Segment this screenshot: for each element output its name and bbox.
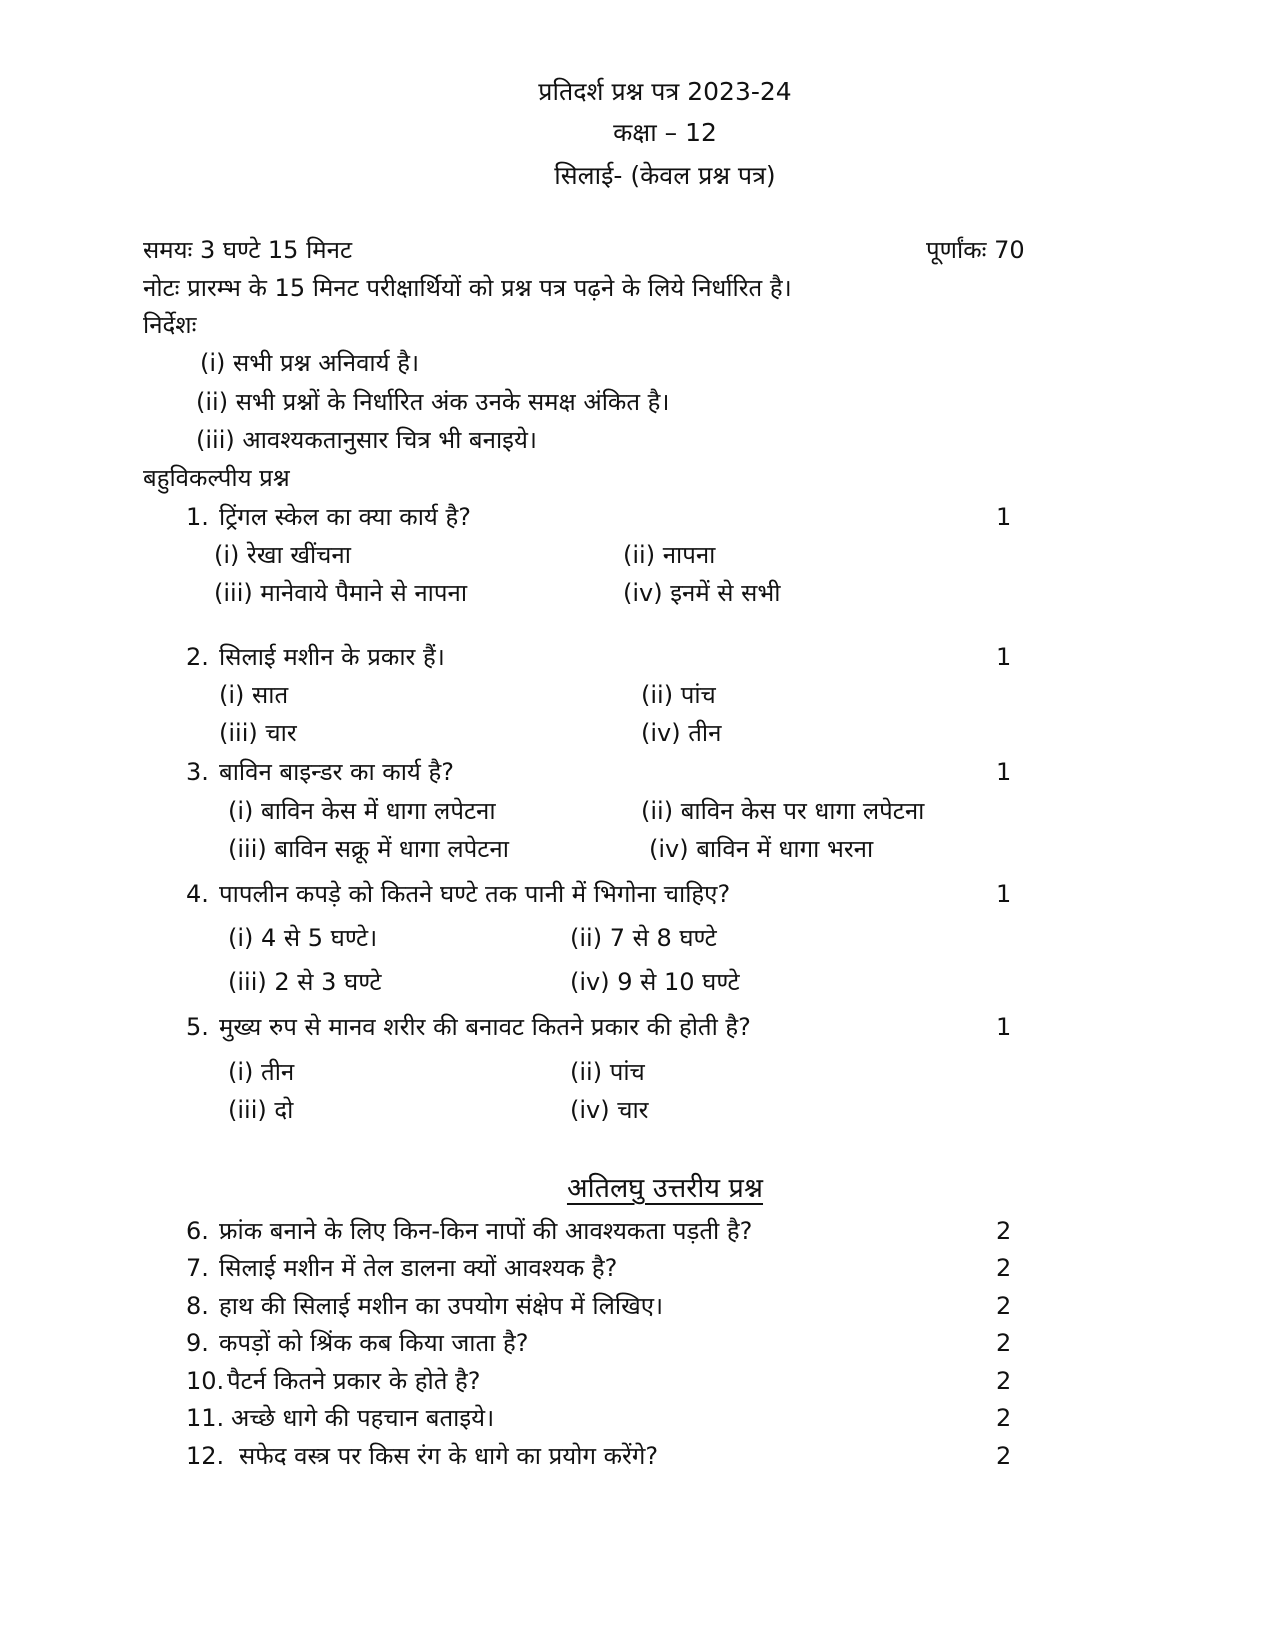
question-marks: 2 <box>996 1292 1012 1320</box>
question-number: 4. <box>186 880 209 908</box>
time-label: समयः 3 घण्टे 15 मिनट <box>143 236 353 264</box>
question-number: 10. <box>186 1367 225 1395</box>
option: (i) सात <box>219 681 289 709</box>
note-text: नोटः प्रारम्भ के 15 मिनट परीक्षार्थियों को प्रश्न पत्र पढ़ने के लिये निर्धारित है। <box>143 274 792 302</box>
question-text: सिलाई मशीन में तेल डालना क्यों आवश्यक है? <box>219 1254 618 1282</box>
option: (i) बाविन केस में धागा लपेटना <box>228 797 496 825</box>
question-number: 6. <box>186 1217 209 1245</box>
question-marks: 2 <box>996 1254 1012 1282</box>
option: (iv) 9 से 10 घण्टे <box>570 968 740 996</box>
option: (iii) चार <box>219 719 297 747</box>
question-text: सिलाई मशीन के प्रकार हैं। <box>219 643 445 671</box>
option: (i) रेखा खींचना <box>214 541 351 569</box>
question-text: हाथ की सिलाई मशीन का उपयोग संक्षेप में लिखिए। <box>219 1292 664 1320</box>
question-marks: 2 <box>996 1442 1012 1470</box>
question-number: 8. <box>186 1292 209 1320</box>
question-marks: 1 <box>996 1013 1012 1041</box>
question-text: ट्रिंगल स्केल का क्या कार्य है? <box>219 503 471 531</box>
option: (i) तीन <box>228 1058 295 1086</box>
question-text: सफेद वस्त्र पर किस रंग के धागे का प्रयोग करेंगे? <box>239 1442 659 1470</box>
option: (iv) इनमें से सभी <box>623 579 781 607</box>
direction-item: (iii) आवश्यकतानुसार चित्र भी बनाइये। <box>196 426 537 454</box>
direction-item: (i) सभी प्रश्न अनिवार्य है। <box>200 349 420 377</box>
question-marks: 2 <box>996 1367 1012 1395</box>
option: (ii) पांच <box>641 681 716 709</box>
question-text: बाविन बाइन्डर का कार्य है? <box>219 758 454 786</box>
question-number: 9. <box>186 1329 209 1357</box>
option: (iv) चार <box>570 1096 649 1124</box>
question-marks: 2 <box>996 1329 1012 1357</box>
directions-label: निर्देशः <box>143 311 197 339</box>
question-marks: 1 <box>996 643 1012 671</box>
question-text: अच्छे धागे की पहचान बताइये। <box>231 1404 495 1432</box>
question-number: 12. <box>186 1442 225 1470</box>
question-marks: 1 <box>996 880 1012 908</box>
question-number: 5. <box>186 1013 209 1041</box>
option: (i) 4 से 5 घण्टे। <box>228 924 378 952</box>
question-marks: 2 <box>996 1404 1012 1432</box>
option: (ii) नापना <box>623 541 716 569</box>
option: (iv) तीन <box>641 719 722 747</box>
question-number: 1. <box>186 503 209 531</box>
question-marks: 2 <box>996 1217 1012 1245</box>
question-text: पापलीन कपड़े को कितने घण्टे तक पानी में भिगोना चाहिए? <box>219 880 731 908</box>
paper-title: प्रतिदर्श प्रश्न पत्र 2023-24 <box>538 77 792 106</box>
question-text: पैटर्न कितने प्रकार के होते है? <box>227 1367 481 1395</box>
question-text: कपड़ों को श्रिंक कब किया जाता है? <box>219 1329 529 1357</box>
question-marks: 1 <box>996 503 1012 531</box>
short-answer-heading: अतिलघु उत्तरीय प्रश्न <box>566 1173 764 1204</box>
option: (iii) बाविन सक्रू में धागा लपेटना <box>228 835 509 863</box>
question-marks: 1 <box>996 758 1012 786</box>
question-number: 3. <box>186 758 209 786</box>
option: (ii) बाविन केस पर धागा लपेटना <box>641 797 925 825</box>
option: (ii) पांच <box>570 1058 645 1086</box>
question-number: 7. <box>186 1254 209 1282</box>
class-label: कक्षा – 12 <box>613 118 717 147</box>
option: (iii) मानेवाये पैमाने से नापना <box>214 579 468 607</box>
question-text: फ्रांक बनाने के लिए किन-किन नापों की आवश्यकता पड़ती है? <box>219 1217 753 1245</box>
direction-item: (ii) सभी प्रश्नों के निर्धारित अंक उनके समक्ष अंकित है। <box>196 388 670 416</box>
subject-label: सिलाई- (केवल प्रश्न पत्र) <box>554 161 776 190</box>
mcq-heading: बहुविकल्पीय प्रश्न <box>143 464 290 492</box>
question-number: 2. <box>186 643 209 671</box>
option: (ii) 7 से 8 घण्टे <box>570 924 717 952</box>
question-text: मुख्य रुप से मानव शरीर की बनावट कितने प्रकार की होती है? <box>219 1013 751 1041</box>
option: (iv) बाविन में धागा भरना <box>649 835 874 863</box>
max-marks-label: पूर्णांकः 70 <box>926 236 1025 264</box>
option: (iii) 2 से 3 घण्टे <box>228 968 382 996</box>
question-number: 11. <box>186 1404 225 1432</box>
option: (iii) दो <box>228 1096 294 1124</box>
